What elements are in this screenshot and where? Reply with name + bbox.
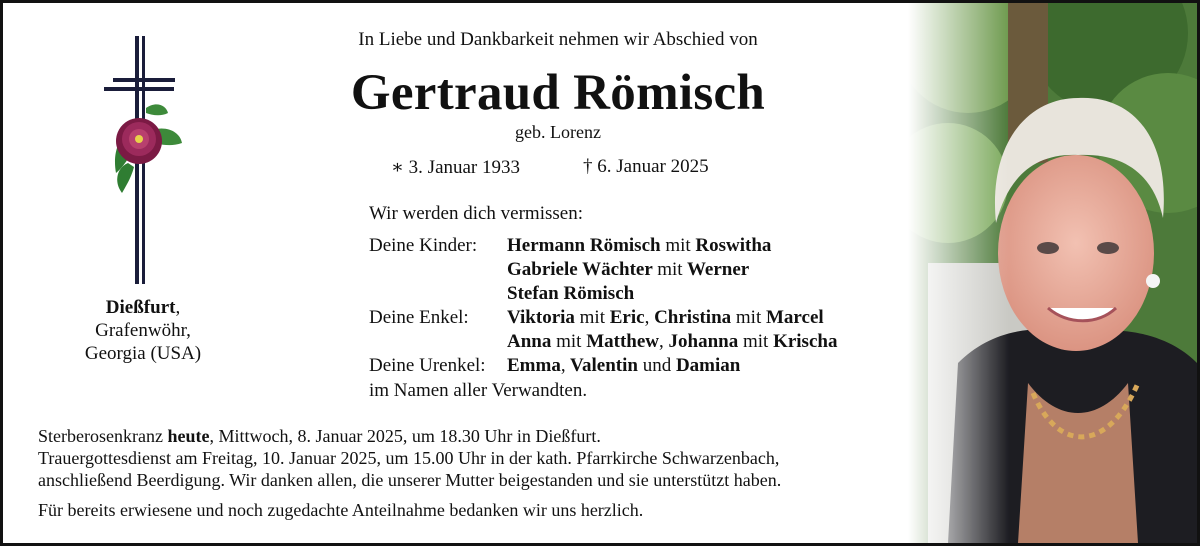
today-emphasis: heute	[167, 426, 210, 446]
birth-star-icon: ∗	[391, 157, 404, 178]
portrait-photo	[908, 3, 1197, 543]
closing-line: im Namen aller Verwandten.	[369, 380, 588, 401]
maiden-name: geb. Lorenz	[515, 122, 601, 142]
death-cross-icon: †	[583, 156, 593, 177]
kinder-row-2: Gabriele Wächter mit Werner	[507, 259, 750, 280]
paragraph-line-1: Sterberosenkranz heute, Mittwoch, 8. Januar 2025, um 18.30 Uhr in Dießfurt.	[38, 426, 601, 446]
place-town: Dießfurt	[105, 297, 176, 318]
death-date: † 6. Januar 2025	[583, 156, 709, 177]
paragraph-line-4: Für bereits erwiesene und noch zugedachte Anteilnahme bedanken wir uns herzlich.	[38, 500, 644, 520]
intro-line: In Liebe und Dankbarkeit nehmen wir Abschied von	[358, 29, 758, 50]
place-line2: Grafenwöhr,	[95, 320, 191, 341]
birth-date: ∗ 3. Januar 1933	[391, 157, 521, 178]
urenkel-label: Deine Urenkel:	[369, 355, 486, 376]
miss-line: Wir werden dich vermissen:	[369, 203, 583, 224]
paragraph-line-3: anschließend Beerdigung. Wir danken allen, die unserer Mutter beigestanden und sie unterstützt haben.	[38, 470, 782, 490]
cross-with-rose-icon	[98, 33, 188, 288]
place-line3: Georgia (USA)	[84, 343, 202, 364]
enkel-row-1: Viktoria mit Eric, Christina mit Marcel	[507, 307, 824, 328]
kinder-label: Deine Kinder:	[369, 235, 478, 256]
kinder-row-3: Stefan Römisch	[507, 283, 635, 304]
deceased-name: Gertraud Römisch	[350, 65, 766, 121]
enkel-row-2: Anna mit Matthew, Johanna mit Krischa	[507, 331, 838, 352]
urenkel-row: Emma, Valentin und Damian	[507, 355, 741, 376]
enkel-label: Deine Enkel:	[369, 307, 469, 328]
paragraph-line-2: Trauergottesdienst am Freitag, 10. Januar 2025, um 15.00 Uhr in der kath. Pfarrkirche Schwarzenbach,	[38, 448, 780, 468]
place-block: Dießfurt, Grafenwöhr, Georgia (USA)	[43, 296, 243, 365]
kinder-row-1: Hermann Römisch mit Roswitha	[507, 235, 772, 256]
